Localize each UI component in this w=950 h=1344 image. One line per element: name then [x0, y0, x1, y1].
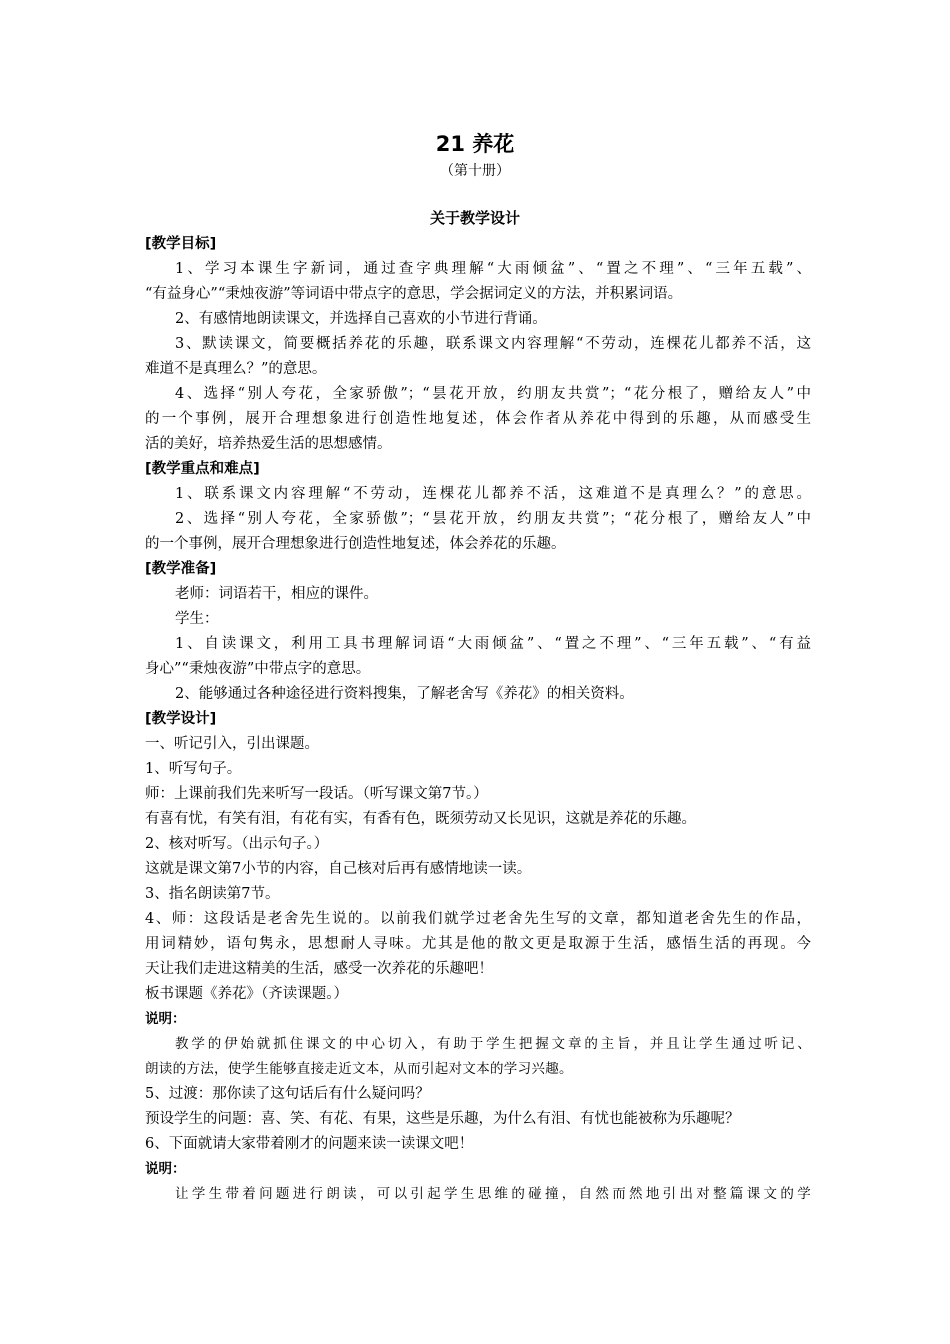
paragraph-line: 2、选择“别人夸花，全家骄傲”；“昙花开放，约朋友共赏”；“花分根了，赠给友人”中	[175, 511, 811, 527]
paragraph-line: 预设学生的问题：喜、笑、有花、有果，这些是乐趣，为什么有泪、有忧也能被称为乐趣呢？	[145, 1111, 740, 1127]
lesson-subtitle: （第十册）	[440, 163, 510, 179]
paragraph-line: 6、下面就请大家带着刚才的问题来读一读课文吧！	[145, 1136, 474, 1152]
paragraph-line: 活的美好，培养热爱生活的思想感情。	[145, 436, 392, 452]
paragraph-line: 的一个事例，展开合理想象进行创造性地复述，体会作者从养花中得到的乐趣，从而感受生	[145, 411, 811, 427]
paragraph-line: 2、核对听写。（出示句子。）	[145, 836, 329, 852]
paragraph-line: 身心”“秉烛夜游”中带点字的意思。	[145, 661, 371, 677]
paragraph-line: 1、听写句子。	[145, 761, 242, 777]
document-body	[145, 232, 811, 1207]
paragraph-line: 2、有感情地朗读课文，并选择自己喜欢的小节进行背诵。	[175, 311, 547, 327]
section-heading: [教学设计]	[145, 711, 217, 727]
lesson-title: 21 养花	[435, 132, 515, 156]
paragraph-line: 2、能够通过各种途径进行资料搜集，了解老舍写《养花》的相关资料。	[175, 686, 634, 702]
paragraph-line: 天让我们走进这精美的生活，感受一次养花的乐趣吧！	[145, 961, 493, 977]
paragraph-line: 这就是课文第7小节的内容，自己核对后再有感情地读一读。	[145, 861, 532, 877]
paragraph-line: 学生：	[175, 611, 219, 627]
paragraph-line: 1、自读课文，利用工具书理解词语“大雨倾盆”、“置之不理”、“三年五载”、“有益	[175, 636, 811, 652]
paragraph-line: 4、师：这段话是老舍先生说的。以前我们就学过老舍先生写的文章，都知道老舍先生的作品，	[145, 911, 811, 927]
note-line: 朗读的方法，使学生能够直接走近文本，从而引起对文本的学习兴趣。	[145, 1061, 573, 1077]
section-heading: [教学准备]	[145, 561, 217, 577]
note-label: 说明：	[145, 1161, 186, 1177]
paragraph-line: “有益身心”“秉烛夜游”等词语中带点字的意思，学会据词定义的方法，并积累词语。	[145, 286, 683, 302]
paragraph-line: 老师：词语若干，相应的课件。	[175, 586, 378, 602]
paragraph-line: 板书课题《养花》（齐读课题。）	[145, 986, 348, 1002]
paragraph-line: 的一个事例，展开合理想象进行创造性地复述，体会养花的乐趣。	[145, 536, 566, 552]
section-heading: [教学重点和难点]	[145, 461, 260, 477]
paragraph-line: 用词精妙，语句隽永，思想耐人寻味。尤其是他的散文更是取源于生活，感悟生活的再现。今	[145, 936, 811, 952]
paragraph-line: 一、听记引入，引出课题。	[145, 736, 319, 752]
section-heading: [教学目标]	[145, 236, 217, 252]
paragraph-line: 师：上课前我们先来听写一段话。（听写课文第7节。）	[145, 786, 488, 802]
paragraph-line: 3、默读课文，简要概括养花的乐趣，联系课文内容理解“不劳动，连棵花儿都养不活，这	[175, 336, 811, 352]
paragraph-line: 5、过渡：那你读了这句话后有什么疑问吗？	[145, 1086, 430, 1102]
note-line: 教学的伊始就抓住课文的中心切入，有助于学生把握文章的主旨，并且让学生通过听记、	[175, 1036, 811, 1052]
paragraph-line: 1、联系课文内容理解“不劳动，连棵花儿都养不活，这难道不是真理么？”的意思。	[175, 486, 811, 502]
paragraph-line: 3、指名朗读第7节。	[145, 886, 280, 902]
note-label: 说明：	[145, 1011, 186, 1027]
paragraph-line: 4、选择“别人夸花，全家骄傲”；“昙花开放，约朋友共赏”；“花分根了，赠给友人”中	[175, 386, 811, 402]
design-section-title: 关于教学设计	[429, 209, 520, 227]
paragraph-line: 1、学习本课生字新词，通过查字典理解“大雨倾盆”、“置之不理”、“三年五载”、	[175, 261, 811, 277]
paragraph-line: 有喜有忧，有笑有泪，有花有实，有香有色，既须劳动又长见识，这就是养花的乐趣。	[145, 811, 696, 827]
note-line: 让学生带着问题进行朗读，可以引起学生思维的碰撞，自然而然地引出对整篇课文的学	[175, 1186, 811, 1202]
paragraph-line: 难道不是真理么？”的意思。	[145, 361, 327, 377]
